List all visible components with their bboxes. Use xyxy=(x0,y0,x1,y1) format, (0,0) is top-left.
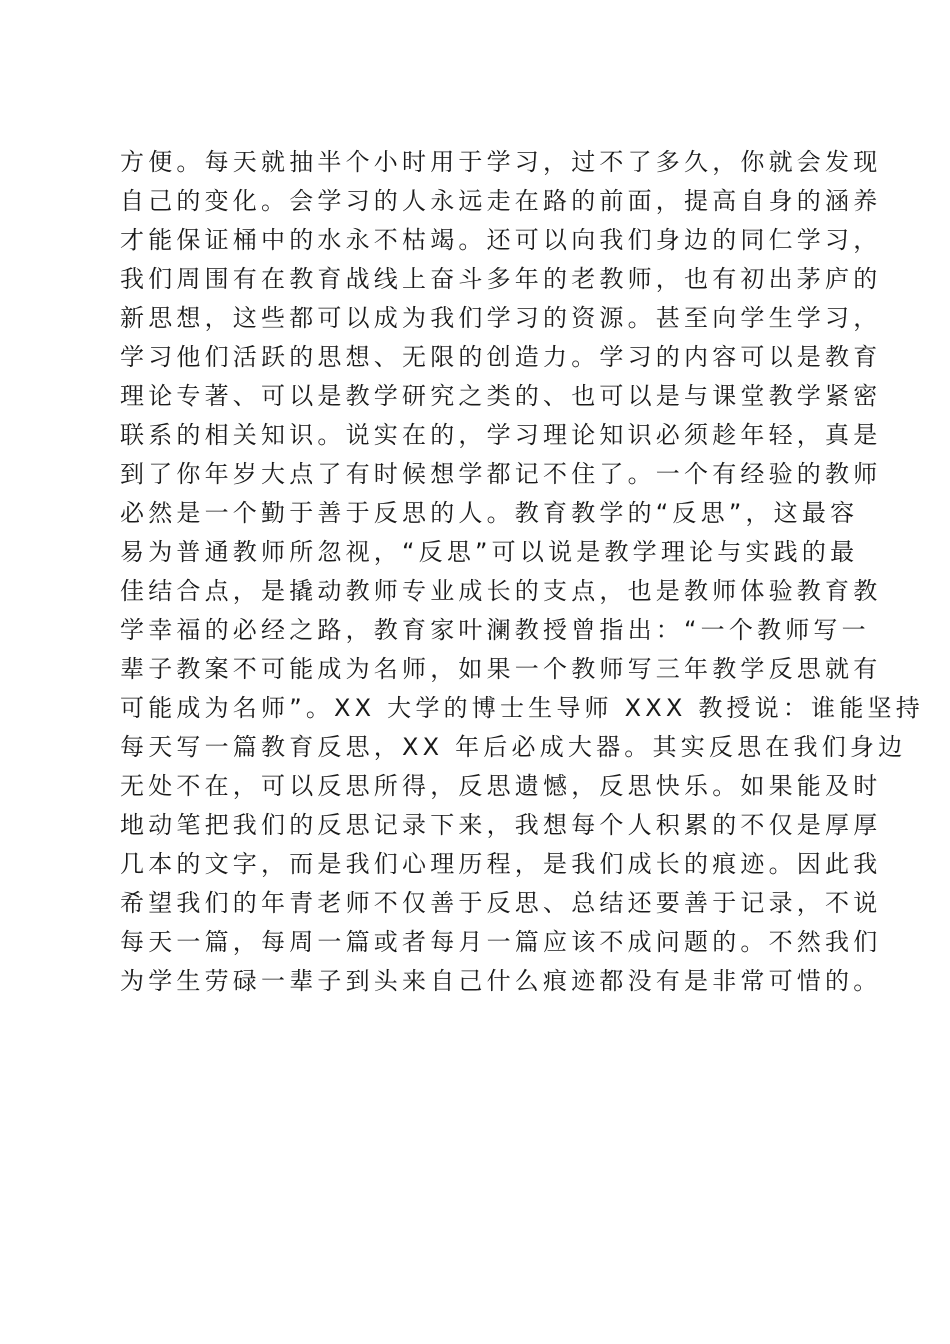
text-line: 必然是一个勤于善于反思的人。教育教学的“反思”，这最容 xyxy=(120,499,859,527)
text-line: 才能保证桶中的水永不枯竭。还可以向我们身边的同仁学习， xyxy=(120,226,882,254)
text-line: 新思想，这些都可以成为我们学习的资源。甚至向学生学习， xyxy=(120,304,882,332)
text-line: 每天写一篇教育反思，XX 年后必成大器。其实反思在我们身边 xyxy=(120,733,907,761)
text-line: 可能成为名师”。XX 大学的博士生导师 XXX 教授说：谁能坚持 xyxy=(120,694,924,722)
text-line: 希望我们的年青老师不仅善于反思、总结还要善于记录，不说 xyxy=(120,889,882,917)
text-line: 方便。每天就抽半个小时用于学习，过不了多久，你就会发现 xyxy=(120,148,882,176)
text-line: 我们周围有在教育战线上奋斗多年的老教师，也有初出茅庐的 xyxy=(120,265,882,293)
text-line: 辈子教案不可能成为名师，如果一个教师写三年教学反思就有 xyxy=(120,655,882,683)
text-line: 易为普通教师所忽视，“反思”可以说是教学理论与实践的最 xyxy=(120,538,859,566)
body-paragraph xyxy=(120,143,924,1001)
text-line: 地动笔把我们的反思记录下来，我想每个人积累的不仅是厚厚 xyxy=(120,811,882,839)
text-line: 自己的变化。会学习的人永远走在路的前面，提高自身的涵养 xyxy=(120,187,882,215)
text-line: 每天一篇，每周一篇或者每月一篇应该不成问题的。不然我们 xyxy=(120,928,882,956)
text-line: 学习他们活跃的思想、无限的创造力。学习的内容可以是教育 xyxy=(120,343,882,371)
text-line: 为学生劳碌一辈子到头来自己什么痕迹都没有是非常可惜的。 xyxy=(120,967,882,995)
text-line: 几本的文字，而是我们心理历程，是我们成长的痕迹。因此我 xyxy=(120,850,882,878)
text-line: 无处不在，可以反思所得，反思遗憾，反思快乐。如果能及时 xyxy=(120,772,882,800)
text-line: 到了你年岁大点了有时候想学都记不住了。一个有经验的教师 xyxy=(120,460,882,488)
text-line: 学幸福的必经之路，教育家叶澜教授曾指出：“一个教师写一 xyxy=(120,616,870,644)
text-line: 佳结合点，是撬动教师专业成长的支点，也是教师体验教育教 xyxy=(120,577,882,605)
text-line: 联系的相关知识。说实在的，学习理论知识必须趁年轻，真是 xyxy=(120,421,882,449)
text-line: 理论专著、可以是教学研究之类的、也可以是与课堂教学紧密 xyxy=(120,382,882,410)
